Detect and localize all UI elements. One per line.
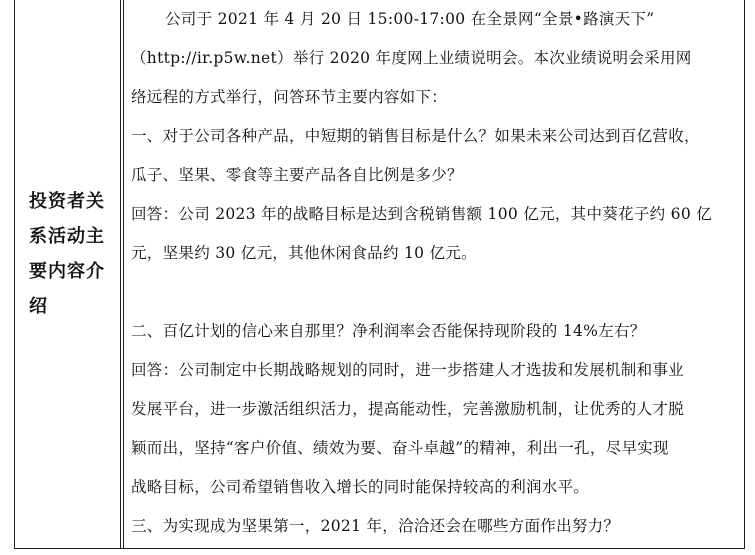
- answer-line: 回答：公司 2023 年的战略目标是达到含税销售额 100 亿元，其中葵花子约 60 亿: [131, 205, 713, 223]
- answer-line: 回答：公司制定中长期战略规划的同时，进一步搭建人才选拔和发展机制和事业: [131, 361, 685, 379]
- info-table: [14, 0, 745, 549]
- label-cell: [15, 0, 120, 548]
- answer-line: 发展平台，进一步激活组织活力，提高能动性，完善激励机制，让优秀的人才脱: [131, 400, 685, 418]
- paragraph-line: 络远程的方式举行，问答环节主要内容如下：: [131, 88, 448, 106]
- label-line: 投资者关: [29, 191, 105, 212]
- answer-line: 颖而出，坚持“客户价值、绩效为要、奋斗卓越”的精神，利出一孔，尽早实现: [131, 439, 669, 457]
- question-line: 瓜子、坚果、零食等主要产品各自比例是多少？: [131, 166, 463, 184]
- question-line: 一、对于公司各种产品，中短期的销售目标是什么？如果未来公司达到百亿营收，: [131, 127, 700, 145]
- question-line: 二、百亿计划的信心来自那里？净利润率会否能保持现阶段的 14%左右？: [131, 322, 646, 340]
- answer-line: 战略目标，公司希望销售收入增长的同时能保持较高的利润水平。: [131, 478, 590, 496]
- paragraph-line: （http://ir.p5w.net）举行 2020 年度网上业绩说明会。本次业绩说明会采用网: [131, 49, 692, 67]
- column-divider: [120, 0, 121, 548]
- label-line: 系活动主: [29, 226, 105, 247]
- label-line: 绍: [29, 296, 48, 317]
- column-divider: [123, 0, 124, 548]
- paragraph-line: 公司于 2021 年 4 月 20 日 15:00-17:00 在全景网“全景•路演天下”: [165, 10, 655, 28]
- label-line: 要内容介: [29, 261, 105, 282]
- answer-line: 元，坚果约 30 亿元，其他休闲食品约 10 亿元。: [131, 244, 477, 262]
- section-label: [29, 184, 117, 324]
- question-line: 三、为实现成为坚果第一，2021 年，洽洽还会在哪些方面作出努力？: [131, 517, 620, 535]
